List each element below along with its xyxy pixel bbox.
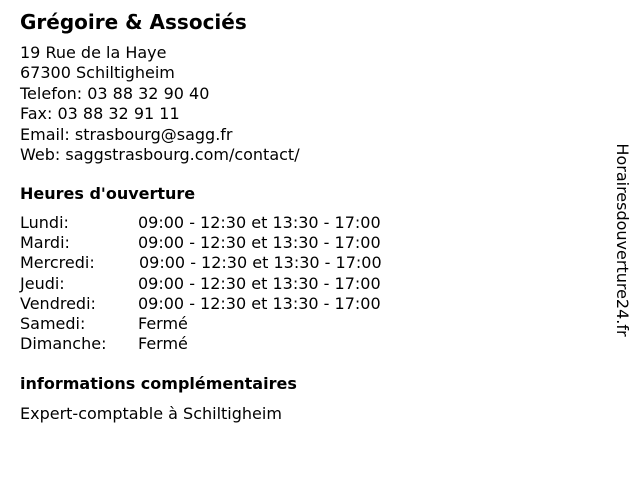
day-hours: 09:00 - 12:30 et 13:30 - 17:00 xyxy=(139,253,382,273)
day-label: Samedi: xyxy=(20,313,86,333)
day-hours: 09:00 - 12:30 et 13:30 - 17:00 xyxy=(138,273,381,293)
day-hours: Fermé xyxy=(138,313,188,333)
opening-hours-heading: Heures d'ouverture xyxy=(20,184,196,203)
hours-row-wednesday xyxy=(20,253,440,273)
email-address: Email: strasbourg@sagg.fr xyxy=(20,124,233,144)
day-label: Lundi: xyxy=(20,213,69,232)
day-label: Mardi: xyxy=(20,233,70,253)
hours-row-monday xyxy=(20,213,440,233)
day-label: Vendredi: xyxy=(20,293,96,313)
hours-row-tuesday xyxy=(20,233,440,253)
day-hours: 09:00 - 12:30 et 13:30 - 17:00 xyxy=(138,213,381,232)
website: Web: saggstrasbourg.com/contact/ xyxy=(20,145,300,165)
additional-info-heading: informations complémentaires xyxy=(20,374,297,393)
hours-row-saturday xyxy=(20,314,440,334)
day-hours: 09:00 - 12:30 et 13:30 - 17:00 xyxy=(138,293,381,313)
hours-row-friday xyxy=(20,294,440,314)
hours-row-thursday xyxy=(20,274,440,294)
address-street: 19 Rue de la Haye xyxy=(20,43,167,62)
address-city: 67300 Schiltigheim xyxy=(20,63,175,83)
day-hours: Fermé xyxy=(138,334,188,354)
phone-number: Telefon: 03 88 32 90 40 xyxy=(20,83,210,103)
day-label: Dimanche: xyxy=(20,334,107,354)
hours-row-sunday xyxy=(20,334,440,354)
opening-hours-table xyxy=(20,213,440,354)
day-label: Mercredi: xyxy=(20,253,95,273)
additional-info-text: Expert-comptable à Schiltigheim xyxy=(20,404,282,423)
contact-block xyxy=(20,43,300,165)
day-hours: 09:00 - 12:30 et 13:30 - 17:00 xyxy=(138,233,381,253)
day-label: Jeudi: xyxy=(20,273,65,293)
business-name: Grégoire & Associés xyxy=(20,10,247,34)
site-watermark: Horairesdouverture24.fr xyxy=(613,143,632,337)
fax-number: Fax: 03 88 32 91 11 xyxy=(20,104,180,124)
